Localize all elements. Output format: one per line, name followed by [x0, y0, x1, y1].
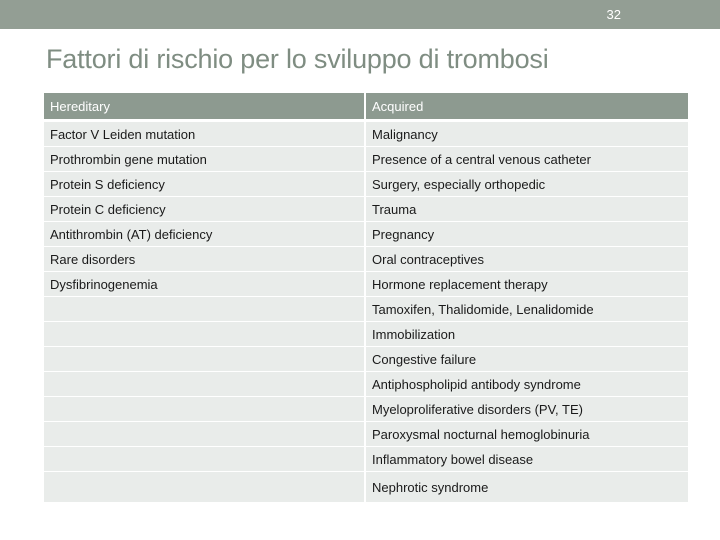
- hereditary-cell: Protein C deficiency: [44, 197, 364, 222]
- acquired-cell: Congestive failure: [366, 347, 688, 372]
- table-row: [44, 447, 688, 472]
- table-row: [44, 247, 688, 272]
- table-row: [44, 197, 688, 222]
- table-row: [44, 347, 688, 372]
- risk-factors-table: [42, 93, 690, 503]
- table-row: [44, 172, 688, 197]
- acquired-cell: Tamoxifen, Thalidomide, Lenalidomide: [366, 297, 688, 322]
- table-row: [44, 147, 688, 172]
- table-row: [44, 422, 688, 447]
- hereditary-cell-empty: [44, 372, 364, 397]
- slide-title: Fattori di rischio per lo sviluppo di trombosi: [46, 44, 549, 74]
- hereditary-cell-empty: [44, 397, 364, 422]
- hereditary-cell-empty: [44, 447, 364, 472]
- acquired-cell: Malignancy: [366, 122, 688, 147]
- hereditary-cell: Protein S deficiency: [44, 172, 364, 197]
- header-hereditary: Hereditary: [44, 93, 364, 122]
- acquired-cell: Paroxysmal nocturnal hemoglobinuria: [366, 422, 688, 447]
- table-row: [44, 272, 688, 297]
- table-row: [44, 297, 688, 322]
- hereditary-cell-empty: [44, 347, 364, 372]
- hereditary-cell-empty: [44, 472, 364, 503]
- acquired-cell: Hormone replacement therapy: [366, 272, 688, 297]
- acquired-cell: Surgery, especially orthopedic: [366, 172, 688, 197]
- hereditary-cell: Rare disorders: [44, 247, 364, 272]
- acquired-cell: Nephrotic syndrome: [366, 472, 688, 503]
- table-row: [44, 372, 688, 397]
- table-row: [44, 122, 688, 147]
- hereditary-cell: Factor V Leiden mutation: [44, 122, 364, 147]
- hereditary-cell: Antithrombin (AT) deficiency: [44, 222, 364, 247]
- top-bar: [0, 0, 720, 29]
- header-acquired: Acquired: [366, 93, 688, 122]
- hereditary-cell-empty: [44, 422, 364, 447]
- table-row: [44, 397, 688, 422]
- table-row: [44, 222, 688, 247]
- hereditary-cell: Dysfibrinogenemia: [44, 272, 364, 297]
- table-header-row: [44, 93, 688, 122]
- acquired-cell: Myeloproliferative disorders (PV, TE): [366, 397, 688, 422]
- table-row: [44, 472, 688, 503]
- acquired-cell: Inflammatory bowel disease: [366, 447, 688, 472]
- acquired-cell: Immobilization: [366, 322, 688, 347]
- hereditary-cell-empty: [44, 322, 364, 347]
- acquired-cell: Presence of a central venous catheter: [366, 147, 688, 172]
- acquired-cell: Pregnancy: [366, 222, 688, 247]
- acquired-cell: Trauma: [366, 197, 688, 222]
- acquired-cell: Antiphospholipid antibody syndrome: [366, 372, 688, 397]
- table-row: [44, 322, 688, 347]
- hereditary-cell: Prothrombin gene mutation: [44, 147, 364, 172]
- slide-number: 32: [606, 7, 621, 22]
- acquired-cell: Oral contraceptives: [366, 247, 688, 272]
- hereditary-cell-empty: [44, 297, 364, 322]
